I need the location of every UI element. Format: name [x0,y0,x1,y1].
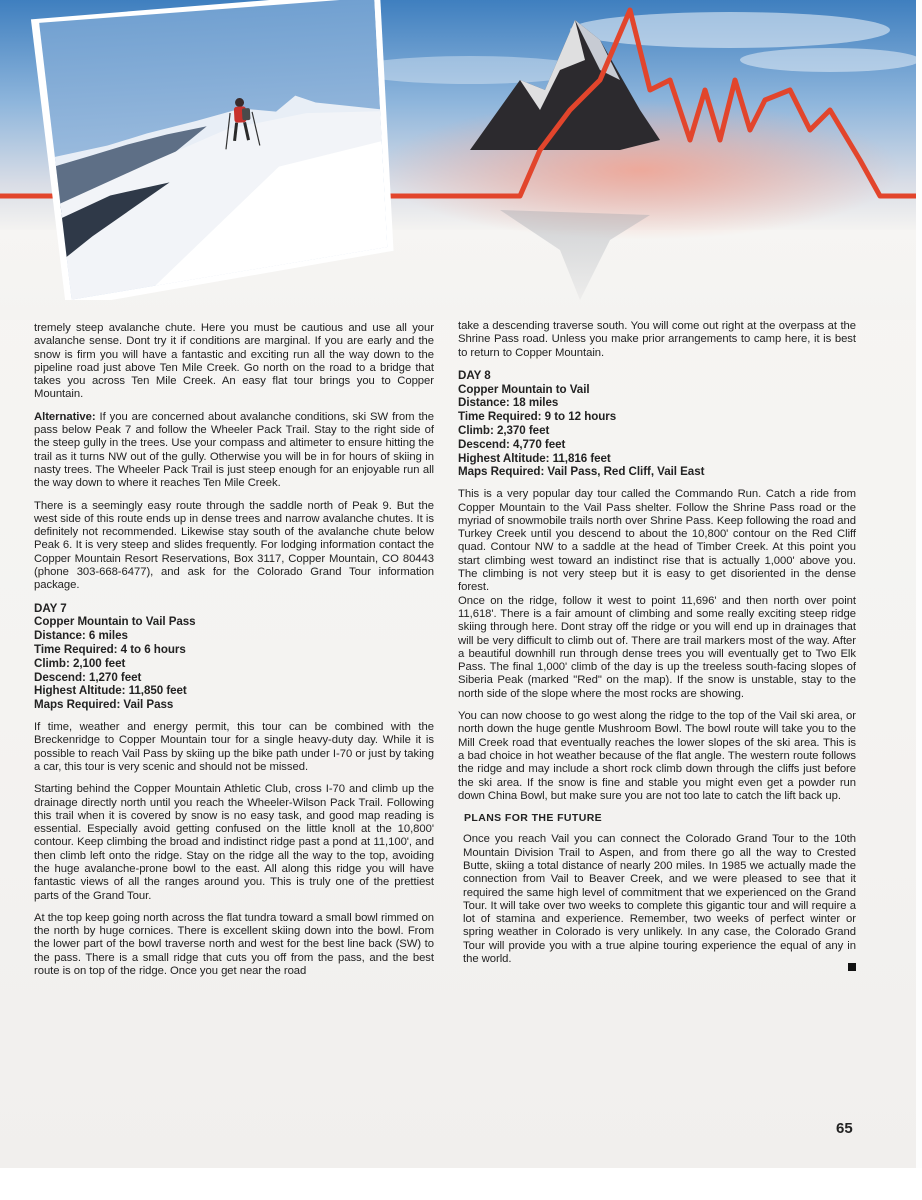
skier-photo [28,0,398,300]
day-maps: Maps Required: Vail Pass, Red Cliff, Vail East [458,465,705,479]
day-descend: Descend: 4,770 feet [458,437,566,451]
paragraph: Once on the ridge, follow it west to point 11,696' and then north over point 11,618'. There is a fair amount of climbing and some really exciting steep ridge skiing through here. Dont stray off the ridge or you will end up in drainages that will be very difficult to climb out of. There are trail markers most of the way. After a beautiful downhill run through dense trees you will eventually get to Two Elk Pass. The final 1,000' climb of the day is up the treeless south-facing slopes of Siberia Peak (marked "Red" on the map). If the snow is unstable, stay to the north side of the slope where the most rocks are showing. [458,594,856,700]
page-number: 65 [836,1120,853,1137]
section-heading: PLANS FOR THE FUTURE [464,812,603,825]
page-edge [0,1168,922,1200]
day8-summary [458,369,856,479]
day-altitude: Highest Altitude: 11,816 feet [458,451,611,465]
paragraph: There is a seemingly easy route through the saddle north of Peak 9. But the west side of this route ends up in dense trees and narrow avalanche chutes. It is definitely not recommended. Likewise stay south of the avalanche chute below Peak 6. It is very steep and slides frequently. For lodging information contact the Copper Mountain Resort Reservations, Box 3117, Copper Mountain, CO 80443 (phone 303-668-6477), and ask for the Colorado Grand Tour information package. [34,499,434,592]
day-route: Copper Mountain to Vail Pass [34,615,196,629]
day-distance: Distance: 6 miles [34,629,128,643]
day-climb: Climb: 2,370 feet [458,424,550,438]
end-mark-icon [848,963,856,971]
day-climb: Climb: 2,100 feet [34,656,126,670]
day-distance: Distance: 18 miles [458,396,559,410]
alternative-text: If you are concerned about avalanche conditions, ski SW from the pass below Peak 7 and follow the Wheeler Pack Trail. Stay to the right side of the steep gully in the trees. Use your compass and altimeter to ensure hitting the trail as it turns NW out of the gully. Otherwise you will be in for hours of skiing in nasty trees. The Wheeler Pack Trail is just steep enough for an enjoyable run all the way down to where it reaches Ten Mile Creek. [34,410,434,490]
day-time: Time Required: 9 to 12 hours [458,410,617,424]
paragraph: Starting behind the Copper Mountain Athletic Club, cross I-70 and climb up the drainage directly north until you reach the Wheeler-Wilson Pack Trail. Following this trail when it is covered by snow is no easy task, and good map reading is essential. Especially avoid getting confused on the little knoll at the 10,800' contour. Keep climbing the broad and indistinct ridge past a pond at 11,100', and then climb left onto the ridge. Stay on the ridge all the way to the top, avoiding the huge avalanche-prone bowl to the east. All along this ridge you will have fantastic views of all the ranges around you. This is truly one of the prettiest parts of the Grand Tour. [34,783,434,902]
paragraph: This is a very popular day tour called the Commando Run. Catch a ride from Copper Mountain to the Vail Pass shelter. Follow the Shrine Pass road or the myriad of snowmobile trails north over Shrine Pass. Keep following the road and Turkey Creek until you descend to about the 10,800' contour on the Red Cliff quad. Contour NW to a saddle at the head of Timber Creek. At this point you start climbing west toward an indistinct rise that is actually 1,000' above you. The climbing is not very steep but it is easy to get disoriented in the dense forest. [458,488,856,594]
right-column [458,320,856,976]
day-maps: Maps Required: Vail Pass [34,698,174,712]
paragraph: tremely steep avalanche chute. Here you must be cautious and use all your avalanche sense. Dont try it if conditions are marginal. If you are early and the snow is firm you will have a fantastic and exciting run all the way down to the pipeline road just above Ten Mile Creek. Go north on the road to a bridge that takes you across Ten Mile Creek. An easy flat tour brings you to Copper Mountain. [34,322,434,401]
paragraph-alternative [34,411,434,491]
day-label: DAY 8 [458,368,491,382]
day-descend: Descend: 1,270 feet [34,670,142,684]
day-altitude: Highest Altitude: 11,850 feet [34,684,187,698]
paragraph: If time, weather and energy permit, this tour can be combined with the Breckenridge to Copper Mountain tour for a single heavy-duty day. While it is possible to reach Vail Pass by skiing up the bike path under I-70 or just by taking a car, this tour is very scenic and should not be missed. [34,721,434,773]
day7-summary [34,602,434,712]
day-route: Copper Mountain to Vail [458,382,590,396]
day-label: DAY 7 [34,601,67,615]
left-column [34,322,434,978]
paragraph: Once you reach Vail you can connect the Colorado Grand Tour to the 10th Mountain Division Trail to Aspen, and from there go all the way to Crested Butte, skiing a total distance of nearly 200 miles. In 1985 we actually made the connection from Vail to Beaver Creek, and we were pleased to see that it required the same high level of commitment that we experienced on the Grand Tour. It will take over two weeks to complete this gigantic tour and will require a lot of stamina and experience. Remember, two weeks of perfect winter or spring weather in Colorado is very unlikely. In any case, the Colorado Grand Tour will provide you with a true alpine touring experience the equal of any in the world. [463,833,856,966]
paragraph: At the top keep going north across the flat tundra toward a small bowl rimmed on the north by huge cornices. There is excellent skiing down into the bowl. From the lower part of the bowl traverse north and west for the best line back (SW) to the pass. There is a small ridge that cuts you off from the pass, and the best route is on top of the ridge. Once you get near the road [34,911,434,978]
paragraph: You can now choose to go west along the ridge to the top of the Vail ski area, or north down the huge gentle Mushroom Bowl. The bowl route will take you to the Mill Creek road that eventually reaches the lower slopes of the ski area. This is a bad choice in hot weather because of the flat angle. The western route follows the ridge and may include a short rock climb down through the cliffs just before the ski area. If the snow is fine and stable you might even get a powder run down China Bowl, but make sure you are not too late to catch the lift back up. [458,710,856,802]
day-time: Time Required: 4 to 6 hours [34,643,186,657]
page-edge [916,0,922,1168]
alternative-label: Alternative: [34,410,96,423]
paragraph: take a descending traverse south. You will come out right at the overpass at the Shrine Pass road. Unless you make prior arrangements to camp here, it is best to return to Copper Mountain. [458,320,856,359]
